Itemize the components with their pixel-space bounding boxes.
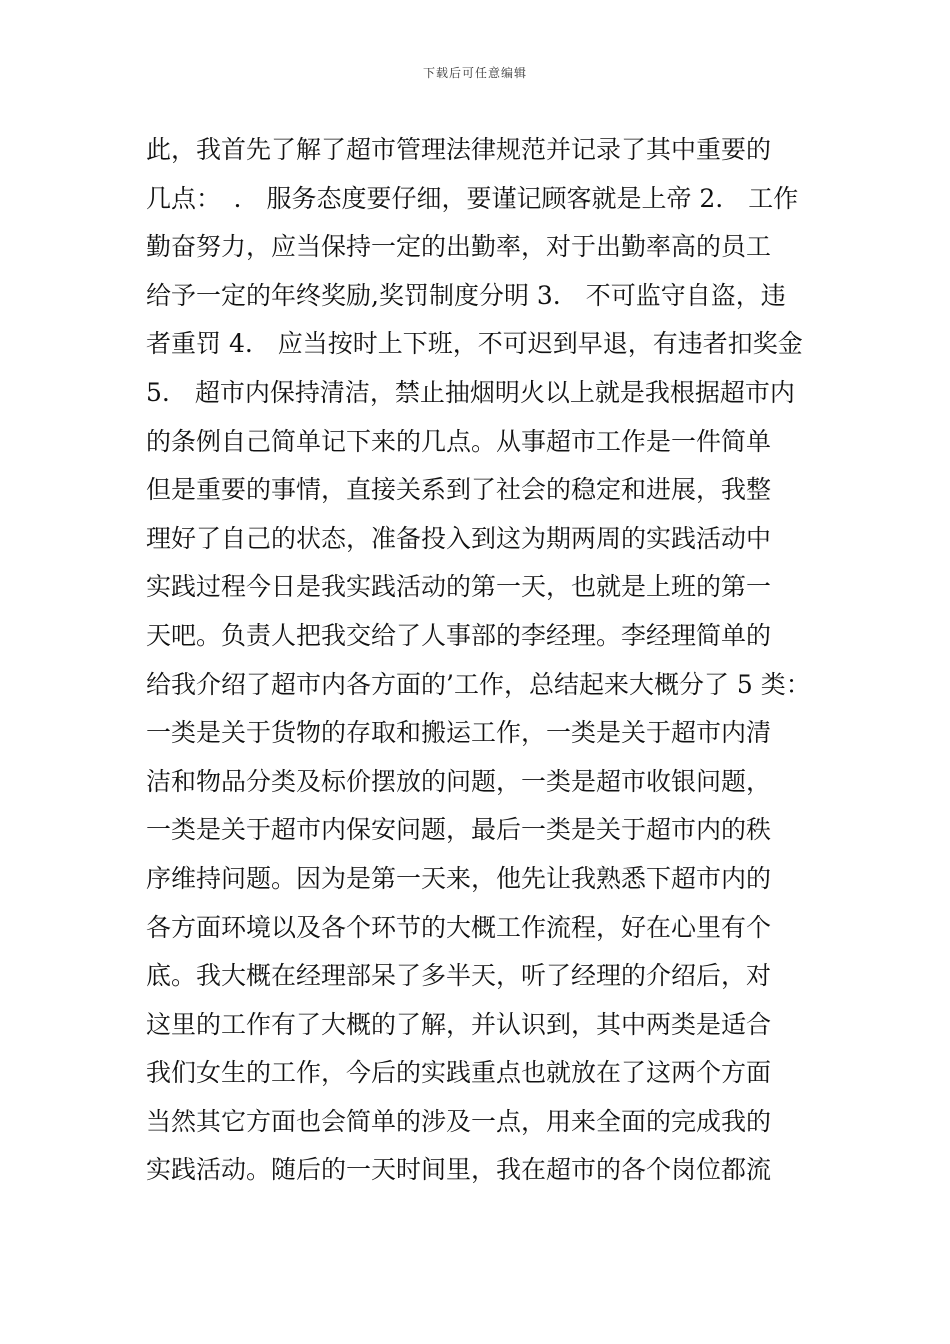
text-line: 的条例自己简单记下来的几点。从事超市工作是一件简单 [146, 426, 772, 456]
text-line: 当然其它方面也会简单的涉及一点，用来全面的完成我的 [146, 1106, 772, 1136]
text-line: 底。我大概在经理部呆了多半天，听了经理的介绍后，对 [146, 961, 772, 991]
text-line: 洁和物品分类及标价摆放的问题，一类是超市收银问题， [146, 766, 772, 796]
text-line: 一类是关于超市内保安问题，最后一类是关于超市内的秩 [146, 815, 772, 845]
text-line: 实践活动。随后的一天时间里，我在超市的各个岗位都流 [146, 1155, 772, 1185]
text-line: 这里的工作有了大概的了解，并认识到，其中两类是适合 [146, 1009, 772, 1039]
text-line: 各方面环境以及各个环节的大概工作流程，好在心里有个 [146, 912, 772, 942]
page-header: 下载后可任意编辑 [422, 66, 527, 80]
text-line: 理好了自己的状态，准备投入到这为期两周的实践活动中 [146, 523, 772, 553]
text-line: 实践过程今日是我实践活动的第一天，也就是上班的第一 [146, 572, 772, 602]
text-line: 我们女生的工作，今后的实践重点也就放在了这两个方面 [146, 1058, 772, 1088]
text-line: 但是重要的事情，直接关系到了社会的稳定和进展，我整 [146, 475, 772, 505]
text-line: 者重罚 4. 应当按时上下班，不可迟到早退，有违者扣奖金 [146, 329, 803, 359]
text-line: 5. 超市内保持清洁，禁止抽烟明火以上就是我根据超市内 [146, 377, 795, 407]
text-line: 给予一定的年终奖励,奖罚制度分明 3. 不可监守自盗，违 [146, 280, 786, 310]
text-line: 勤奋努力，应当保持一定的出勤率，对于出勤率高的员工 [146, 232, 772, 262]
text-line: 天吧。负责人把我交给了人事部的李经理。李经理简单的 [146, 620, 772, 650]
text-line: 一类是关于货物的存取和搬运工作，一类是关于超市内清 [146, 718, 772, 748]
body-text [146, 126, 826, 1195]
text-line: 几点： . 服务态度要仔细，要谨记顾客就是上帝 2. 工作 [146, 183, 799, 213]
text-line: 序维持问题。因为是第一天来，他先让我熟悉下超市内的 [146, 863, 772, 893]
text-line: 此，我首先了解了超市管理法律规范并记录了其中重要的 [146, 135, 772, 164]
text-line: 给我介绍了超市内各方面的’工作，总结起来大概分了 5 类： [146, 669, 811, 699]
